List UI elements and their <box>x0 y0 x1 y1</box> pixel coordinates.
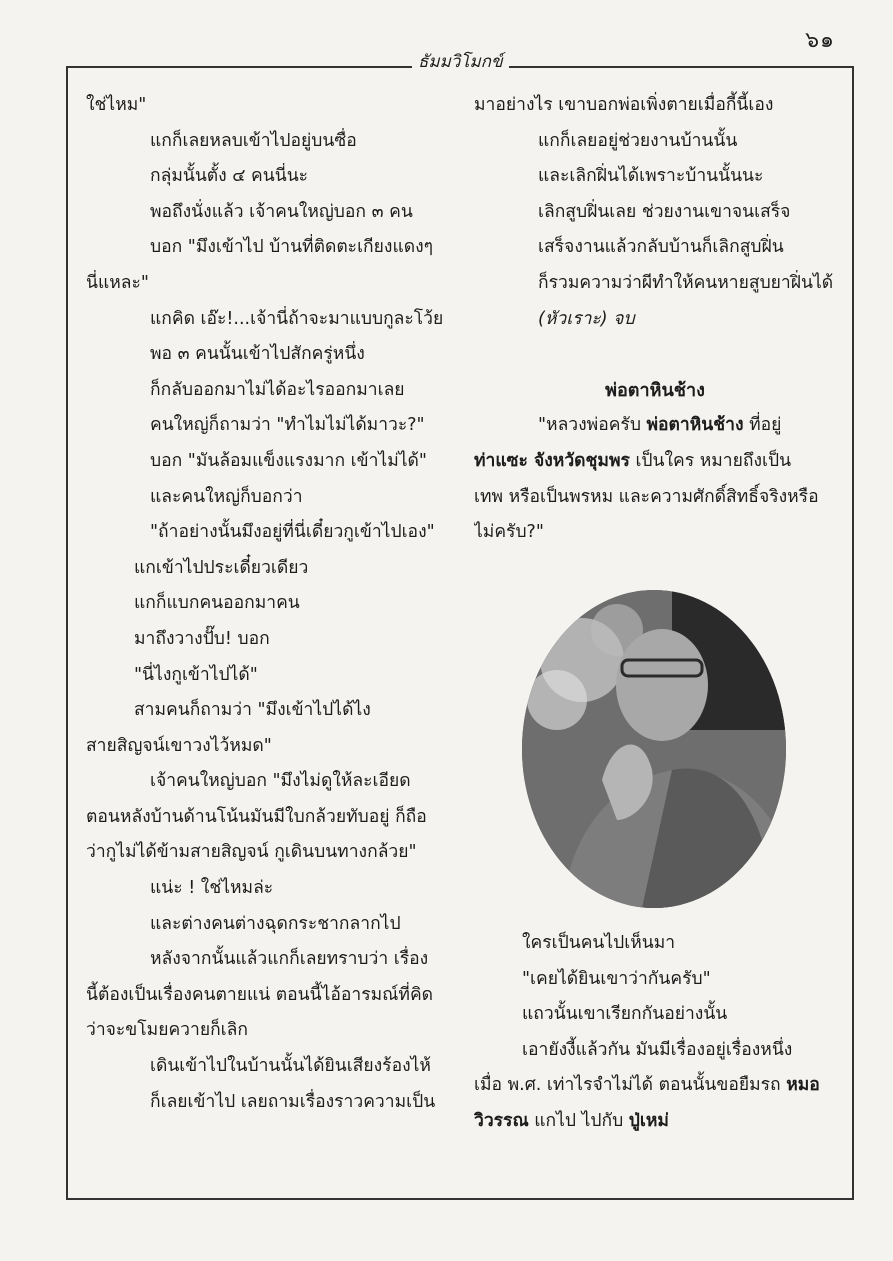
text-line: นี่แหละ" <box>86 272 149 293</box>
bold-name: วิวรรณ <box>474 1110 529 1131</box>
text-line: สามคนก็ถามว่า "มึงเข้าไปได้ไง <box>134 700 371 721</box>
text-line: แกก็เลยอยู่ช่วยงานบ้านนั้น <box>538 130 738 151</box>
text-line: บอก "มึงเข้าไป บ้านที่ติดตะเกียงแดงๆ <box>150 237 434 258</box>
text-line: แกเข้าไปประเดี๋ยวเดียว <box>134 557 309 578</box>
text-line: เสร็จงานแล้วกลับบ้านก็เลิกสูบฝิ่น <box>538 237 784 258</box>
text-line: บอก "มันล้อมแข็งแรงมาก เข้าไม่ได้" <box>150 450 427 471</box>
text-line: ใครเป็นคนไปเห็นมา <box>522 933 676 953</box>
text-line: ก็เลยเข้าไป เลยถามเรื่องราวความเป็น <box>150 1091 436 1112</box>
text-span: แกไป ไปกับ <box>528 1110 629 1131</box>
bold-name: พ่อตาหินช้าง <box>646 415 744 436</box>
question-line <box>474 444 836 480</box>
text-line: มาอย่างไร เขาบอกพ่อเพิ่งตายเมื่อกี้นี้เอง <box>474 95 774 115</box>
text-span: "หลวงพ่อครับ <box>538 415 647 436</box>
text-line: "เคยได้ยินเขาว่ากันครับ" <box>522 968 711 989</box>
bold-name: หมอ <box>786 1075 820 1096</box>
bold-name: ปู่เหม่ <box>628 1110 669 1131</box>
left-column <box>86 88 456 1120</box>
text-line: ว่าจะขโมยควายก็เลิก <box>86 1020 248 1041</box>
text-line: แกก็เลยหลบเข้าไปอยู่บนซื่อ <box>150 130 357 151</box>
portrait-illustration <box>522 590 786 908</box>
text-line: แน่ะ ! ใช่ไหมล่ะ <box>150 878 274 899</box>
text-line: กลุ่มนั้นตั้ง ๔ คนนี่นะ <box>150 166 309 187</box>
text-line: สายสิญจน์เขาวงไว้หมด" <box>86 735 272 756</box>
question-line: ไม่ครับ?" <box>474 522 544 543</box>
right-column-bottom <box>474 926 836 1140</box>
text-line <box>474 1068 836 1104</box>
text-line: เดินเข้าไปในบ้านนั้นได้ยินเสียงร้องไห้ <box>150 1056 431 1077</box>
text-line: และเลิกฝิ่นได้เพราะบ้านนั้นนะ <box>538 166 764 187</box>
text-span: ที่อยู่ <box>743 415 782 436</box>
text-line: เลิกสูบฝิ่นเลย ช่วยงานเขาจนเสร็จ <box>538 201 791 222</box>
text-line: แกคิด เอ๊ะ!...เจ้านี่ถ้าจะมาแบบกูละโว้ย <box>150 308 444 329</box>
text-line: และคนใหญ่ก็บอกว่า <box>150 486 303 507</box>
text-line: หลังจากนั้นแล้วแกก็เลยทราบว่า เรื่อง <box>150 949 429 970</box>
question-line: เทพ หรือเป็นพรหม และความศักดิ์สิทธิ์จริงหรือ <box>474 486 819 507</box>
text-line: และต่างคนต่างฉุดกระชากลากไป <box>150 913 401 934</box>
running-header-title: ธัมมวิโมกข์ <box>412 48 509 75</box>
text-line: พอ ๓ คนนั้นเข้าไปสักครู่หนึ่ง <box>150 344 365 365</box>
text-line <box>474 1104 836 1140</box>
text-span: เป็นใคร หมายถึงเป็น <box>629 450 792 471</box>
text-line: มาถึงวางปั๊บ! บอก <box>134 628 270 649</box>
text-line: เอายังงี้แล้วกัน มันมีเรื่องอยู่เรื่องหนึ่ง <box>522 1039 793 1060</box>
text-line: แกก็แบกคนออกมาคน <box>134 593 300 614</box>
section-heading: พ่อตาหินช้าง <box>605 379 705 401</box>
page-number: ๖๑ <box>805 28 835 53</box>
text-line: ว่ากูไม่ได้ข้ามสายสิญจน์ กูเดินบนทางกล้วย" <box>86 842 417 863</box>
text-line: "นี่ไงกูเข้าไปได้" <box>134 664 258 685</box>
text-line: นี้ต้องเป็นเรื่องคนตายแน่ ตอนนี้ไอ้อารมณ์ที่คิด <box>86 984 434 1005</box>
text-line: เจ้าคนใหญ่บอก "มึงไม่ดูให้ละเอียด <box>150 771 411 792</box>
text-line: "ถ้าอย่างนั้นมึงอยู่ที่นี่เดี๋ยวกูเข้าไปเอง" <box>150 522 435 543</box>
text-line: แถวนั้นเขาเรียกกันอย่างนั้น <box>522 1004 728 1025</box>
text-line: ก็กลับออกมาไม่ได้อะไรออกมาเลย <box>150 379 405 400</box>
question-line <box>474 408 836 444</box>
text-span: เมื่อ พ.ศ. เท่าไรจำไม่ได้ ตอนนั้นขอยืมรถ <box>474 1075 787 1096</box>
text-line: ใช่ไหม" <box>86 95 147 115</box>
monk-portrait-photo <box>522 590 786 908</box>
bold-place: ท่าแซะ จังหวัดชุมพร <box>474 450 630 471</box>
text-line: (หัวเราะ) จบ <box>538 308 635 329</box>
text-line: ก็รวมความว่าผีทำให้คนหายสูบยาฝิ่นได้ <box>538 272 834 293</box>
text-line: พอถึงนั่งแล้ว เจ้าคนใหญ่บอก ๓ คน <box>150 201 413 222</box>
text-line: คนใหญ่ก็ถามว่า "ทำไมไม่ได้มาวะ?" <box>150 415 425 436</box>
text-line: ตอนหลังบ้านด้านโน้นมันมีใบกล้วยทับอยู่ ก็ถือ <box>86 806 427 827</box>
right-column-top <box>474 88 836 551</box>
